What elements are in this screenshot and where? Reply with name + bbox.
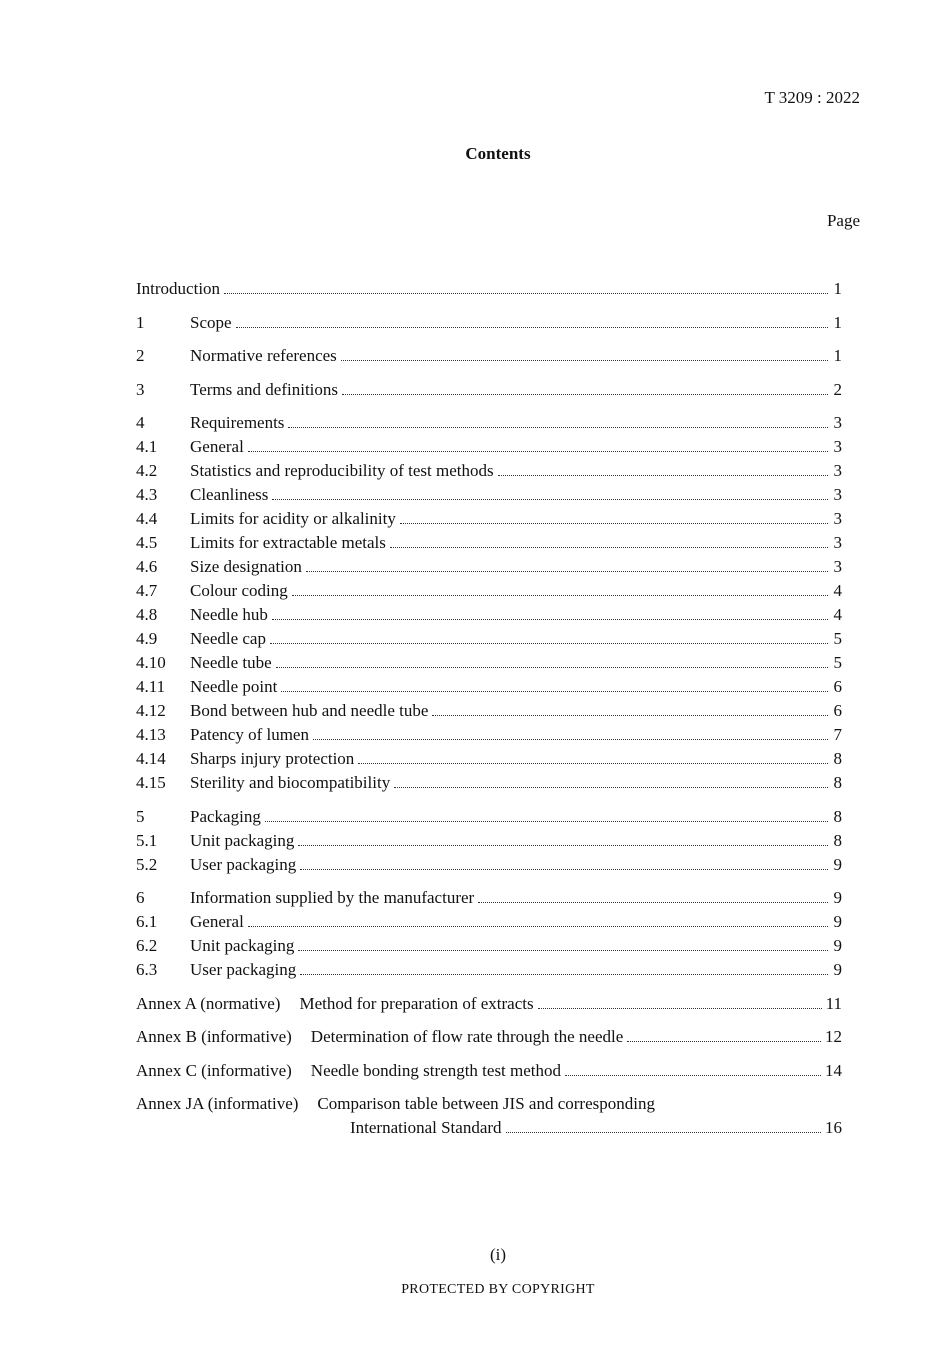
dot-leader [272,498,828,500]
toc-entry-title: Needle tube [190,653,272,672]
toc-entry-title: Patency of lumen [190,725,309,744]
annex-entry[interactable] [136,1025,842,1049]
toc-entry-page: 9 [833,912,842,931]
annex-title-line2: International Standard [350,1118,502,1137]
toc-entry[interactable] [136,435,842,459]
annex-label: Annex A (normative) [136,993,281,1013]
dot-leader [565,1074,821,1076]
toc-entry-page: 8 [833,749,842,768]
toc-entry-number: 4.6 [136,557,158,576]
toc-entry-title: Sharps injury protection [190,749,355,768]
toc-entry-page: 3 [833,437,842,456]
toc-entry[interactable] [136,603,842,627]
dot-leader [306,570,828,572]
toc-entry[interactable] [136,411,842,435]
toc-entry[interactable] [136,344,842,368]
toc-entry-page: 7 [833,725,842,744]
toc-entry-page: 3 [833,413,842,432]
toc-entry-number: 1 [136,312,145,332]
toc-entry-title: Packaging [190,806,261,826]
dot-leader [298,949,828,951]
toc-entry-title: Introduction [136,279,221,298]
dot-leader [224,292,828,294]
toc-entry-title: General [190,437,244,456]
toc-entry-page: 6 [833,677,842,696]
toc-entry-number: 3 [136,379,145,399]
toc-entry-page: 4 [833,605,842,624]
toc-entry[interactable] [136,507,842,531]
toc-entry[interactable] [136,958,842,982]
toc-entry[interactable] [136,311,842,335]
toc-entry-page: 9 [833,888,842,907]
toc-entry-number: 4.3 [136,485,158,504]
toc-entry-page: 8 [833,830,842,850]
toc-entry[interactable] [136,531,842,555]
table-of-contents [136,277,842,1140]
toc-entry-number: 4.1 [136,437,158,456]
dot-leader [300,868,828,870]
dot-leader [272,618,828,620]
annex-title: Needle bonding strength test method [310,1060,562,1080]
toc-entry[interactable] [136,459,842,483]
toc-entry-number: 4.9 [136,629,158,648]
annex-entry[interactable] [136,992,842,1016]
dot-leader [248,925,828,927]
toc-entry-title: Limits for acidity or alkalinity [190,509,396,528]
dot-leader [506,1131,821,1133]
toc-entry-number: 4.7 [136,581,158,600]
dot-leader [298,844,828,846]
toc-entry-number: 4.4 [136,509,158,528]
toc-entry[interactable] [136,627,842,651]
toc-entry[interactable] [136,747,842,771]
toc-entry-page: 9 [833,960,842,979]
copyright-notice: PROTECTED BY COPYRIGHT [401,1282,595,1297]
toc-entry-page: 9 [833,854,842,874]
dot-leader [627,1040,821,1042]
toc-entry[interactable] [136,934,842,958]
annex-page: 16 [825,1118,842,1137]
toc-entry[interactable] [136,699,842,723]
toc-entry[interactable] [136,555,842,579]
toc-entry-number: 4.8 [136,605,158,624]
dot-leader [300,973,828,975]
toc-entry-page: 3 [833,557,842,576]
toc-entry-page: 8 [833,806,842,826]
toc-entry-number: 2 [136,346,145,365]
toc-entry[interactable] [136,910,842,934]
toc-entry-title: Information supplied by the manufacturer [190,888,475,907]
dot-leader [288,426,828,428]
toc-entry-number: 4.11 [136,677,166,696]
toc-entry-number: 4.10 [136,653,166,672]
annex-title-line1: Comparison table between JIS and corresponding [317,1094,655,1113]
toc-entry-number: 6.1 [136,912,158,931]
dot-leader [281,690,828,692]
dot-leader [292,594,828,596]
toc-entry-title: Cleanliness [190,485,269,504]
toc-entry-number: 5 [136,806,145,826]
toc-entry[interactable] [136,579,842,603]
annex-entry[interactable] [136,1059,842,1083]
dot-leader [400,522,828,524]
toc-entry-title: Size designation [190,557,302,576]
toc-entry-title: Scope [190,312,232,332]
toc-entry[interactable] [136,675,842,699]
dot-leader [390,546,828,548]
toc-entry[interactable] [136,886,842,910]
toc-entry-title: Normative references [190,346,337,365]
toc-entry-number: 5.2 [136,854,158,874]
annex-label: Annex C (informative) [136,1060,292,1080]
toc-entry-title: Unit packaging [190,830,295,850]
toc-entry-number: 4.2 [136,461,158,480]
dot-leader [236,326,828,328]
dot-leader [341,359,828,361]
toc-entry-number: 4.12 [136,701,166,720]
toc-entry-title: User packaging [190,854,297,874]
toc-entry[interactable] [136,483,842,507]
toc-entry-page: 5 [833,629,842,648]
toc-entry-number: 4.13 [136,725,166,744]
toc-entry-title: Needle hub [190,605,268,624]
toc-entry[interactable] [136,805,842,829]
toc-entry-title: Sterility and biocompatibility [190,773,391,792]
page-column-label: Page [826,211,860,230]
dot-leader [538,1007,822,1009]
toc-entry[interactable] [136,853,842,877]
toc-entry-page: 5 [833,653,842,672]
annex-title: Determination of flow rate through the needle [310,1027,624,1046]
toc-entry-page: 6 [833,701,842,720]
annex-page: 12 [825,1027,842,1046]
dot-leader [358,762,828,764]
toc-entry-page: 1 [833,279,842,298]
toc-entry-page: 9 [833,936,842,955]
toc-entry[interactable] [136,829,842,853]
toc-entry-number: 4.14 [136,749,166,768]
dot-leader [270,642,828,644]
annex-title: Method for preparation of extracts [299,993,534,1013]
dot-leader [276,666,828,668]
toc-entry[interactable] [136,651,842,675]
toc-entry[interactable] [136,378,842,402]
toc-entry-title: Needle point [190,677,278,696]
toc-entry-page: 3 [833,509,842,528]
toc-entry-number: 6 [136,888,145,907]
dot-leader [265,820,828,822]
toc-entry-page: 2 [833,379,842,399]
dot-leader [432,714,828,716]
toc-entry-title: Needle cap [190,629,266,648]
toc-entry-page: 1 [833,312,842,332]
toc-entry-number: 6.3 [136,960,158,979]
toc-entry-number: 6.2 [136,936,158,955]
annex-page: 14 [825,1060,842,1080]
toc-entry-title: User packaging [190,960,297,979]
toc-entry-page: 3 [833,461,842,480]
toc-entry-title: Statistics and reproducibility of test methods [190,461,494,480]
dot-leader [498,474,828,476]
document-id: T 3209 : 2022 [764,88,860,107]
page-number: (i) [489,1245,507,1264]
toc-entry-number: 4.15 [136,773,166,792]
annex-label: Annex B (informative) [136,1027,292,1046]
toc-entry-page: 8 [833,773,842,792]
toc-entry-page: 4 [833,581,842,600]
toc-entry-title: Unit packaging [190,936,295,955]
toc-entry-title: Bond between hub and needle tube [190,701,429,720]
dot-leader [394,786,828,788]
dot-leader [478,901,828,903]
toc-entry-page: 3 [833,485,842,504]
toc-entry[interactable] [136,277,842,301]
annex-page: 11 [825,993,842,1013]
annex-entry-ja[interactable] [136,1092,842,1140]
toc-entry-title: Terms and definitions [190,379,339,399]
toc-entry-title: General [190,912,244,931]
contents-heading: Contents [465,144,531,163]
toc-entry-page: 3 [833,533,842,552]
toc-entry-number: 5.1 [136,830,158,850]
toc-entry[interactable] [136,771,842,795]
toc-entry-title: Colour coding [190,581,288,600]
annex-label: Annex JA (informative) [136,1094,299,1113]
toc-entry-title: Limits for extractable metals [190,533,386,552]
dot-leader [248,450,828,452]
toc-entry-number: 4 [136,413,145,432]
toc-entry-page: 1 [833,346,842,365]
dot-leader [342,393,828,395]
toc-entry[interactable] [136,723,842,747]
toc-entry-number: 4.5 [136,533,158,552]
toc-entry-title: Requirements [190,413,285,432]
dot-leader [313,738,828,740]
